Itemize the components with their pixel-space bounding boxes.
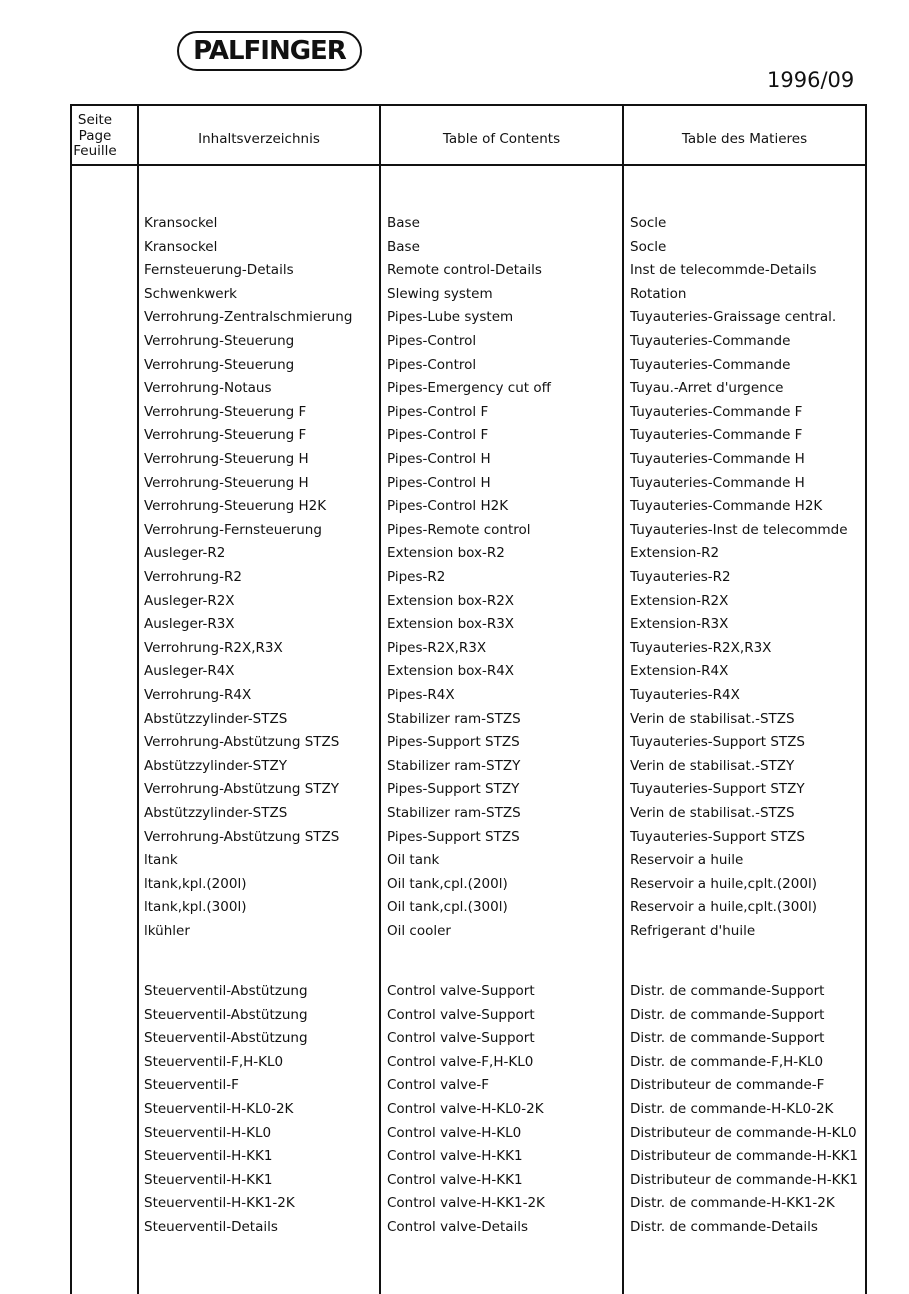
table-cell-de: Steuerventil-H-KL0-2K <box>144 1101 294 1117</box>
table-cell-fr: Tuyauteries-Commande F <box>630 427 803 444</box>
table-cell-de: Steuerventil-Abstützung <box>144 1030 308 1047</box>
table-cell-fr: Rotation <box>630 285 687 302</box>
table-cell-en: Pipes-Remote control <box>387 521 531 538</box>
document-date: 1996/09 <box>767 68 855 92</box>
table-cell-de: Fernsteuerung-Details <box>144 262 294 279</box>
table-cell-fr: Distributeur de commande-H-KK1 <box>630 1148 858 1165</box>
table-cell-de: Verrohrung-R2 <box>144 569 242 585</box>
table-cell-de: lkühler <box>144 923 190 939</box>
table-cell-de: Abstützzylinder-STZY <box>144 757 287 774</box>
table-cell-fr: Socle <box>630 238 667 255</box>
table-cell-fr: Distr. de commande-Support <box>630 1006 825 1023</box>
table-cell-en: Oil tank <box>387 852 440 869</box>
table-cell-de: Steuerventil-F,H-KL0 <box>144 1053 284 1070</box>
table-cell-de: Kransockel <box>144 215 218 231</box>
table-cell-en: Pipes-Lube system <box>387 309 514 326</box>
table-cell-de: ltank <box>144 852 178 869</box>
table-cell-de: Verrohrung-Steuerung H2K <box>144 498 327 515</box>
table-cell-en: Stabilizer ram-STZS <box>387 805 521 821</box>
table-cell-de: Steuerventil-H-KK1 <box>144 1171 273 1188</box>
table-cell-de: Steuerventil-Details <box>144 1219 278 1235</box>
table-cell-de: Verrohrung-Fernsteuerung <box>144 521 322 538</box>
table-cell-en: Stabilizer ram-STZY <box>387 757 521 774</box>
table-cell-de: Ausleger-R2 <box>144 545 226 562</box>
table-cell-en: Control valve-Support <box>387 983 535 999</box>
header-german: Inhaltsverzeichnis <box>198 131 320 147</box>
table-cell-fr: Distr. de commande-H-KK1-2K <box>630 1195 835 1212</box>
table-cell-en: Pipes-Emergency cut off <box>387 380 551 397</box>
header-divider <box>70 164 867 166</box>
table-cell-en: Pipes-Support STZS <box>387 734 520 751</box>
table-cell-en: Control valve-H-KK1-2K <box>387 1195 545 1212</box>
table-cell-en: Pipes-Control H2K <box>387 498 509 515</box>
table-cell-de: Steuerventil-F <box>144 1077 239 1094</box>
table-cell-de: Verrohrung-Steuerung F <box>144 427 307 444</box>
table-cell-fr: Distributeur de commande-H-KL0 <box>630 1124 857 1141</box>
table-cell-de: Verrohrung-Zentralschmierung <box>144 309 353 326</box>
table-cell-en: Extension box-R2 <box>387 545 505 562</box>
table-cell-fr: Distr. de commande-Details <box>630 1219 818 1235</box>
table-cell-de: Verrohrung-Steuerung H <box>144 451 309 467</box>
table-cell-fr: Tuyauteries-Commande H <box>630 451 805 467</box>
table-cell-fr: Tuyauteries-Commande H2K <box>630 498 823 515</box>
table-cell-fr: Tuyauteries-Graissage central. <box>630 309 837 326</box>
header-page-fr: Feuille <box>73 143 117 159</box>
table-cell-en: Extension box-R2X <box>387 592 515 609</box>
table-cell-en: Extension box-R4X <box>387 663 515 680</box>
table-cell-fr: Distributeur de commande-H-KK1 <box>630 1171 858 1188</box>
table-cell-fr: Extension-R2X <box>630 592 729 609</box>
table-cell-en: Pipes-Support STZY <box>387 781 520 798</box>
table-cell-en: Pipes-Control <box>387 333 477 349</box>
table-cell-en: Pipes-R2X,R3X <box>387 639 487 656</box>
table-cell-en: Pipes-Control H <box>387 474 491 491</box>
table-cell-en: Control valve-Details <box>387 1219 529 1235</box>
table-cell-en: Pipes-Support STZS <box>387 828 520 845</box>
header-page-column <box>72 113 118 160</box>
table-cell-fr: Tuyauteries-Inst de telecommde <box>630 521 848 538</box>
table-cell-de: Steuerventil-H-KK1 <box>144 1148 273 1165</box>
table-cell-en: Control valve-F <box>387 1077 490 1094</box>
table-cell-en: Pipes-Control H <box>387 451 491 467</box>
table-cell-en: Slewing system <box>387 285 493 302</box>
table-cell-fr: Distr. de commande-F,H-KL0 <box>630 1053 824 1070</box>
header-page-de: Seite <box>77 112 113 128</box>
table-cell-de: Verrohrung-Steuerung <box>144 333 295 349</box>
table-cell-en: Oil tank,cpl.(300l) <box>387 899 508 916</box>
table-cell-fr: Verin de stabilisat.-STZS <box>630 805 795 821</box>
table-cell-fr: Tuyauteries-R2X,R3X <box>630 639 772 656</box>
table-cell-fr: Distributeur de commande-F <box>630 1077 825 1094</box>
table-cell-en: Base <box>387 215 420 231</box>
column-divider <box>622 104 624 1294</box>
table-cell-de: Ausleger-R4X <box>144 663 235 680</box>
table-cell-en: Pipes-Control F <box>387 403 489 420</box>
table-cell-en: Control valve-Support <box>387 1006 535 1023</box>
table-cell-en: Base <box>387 238 420 255</box>
table-cell-fr: Extension-R4X <box>630 663 729 680</box>
table-cell-de: Verrohrung-Notaus <box>144 380 272 397</box>
table-cell-de: Abstützzylinder-STZS <box>144 805 288 821</box>
table-cell-en: Remote control-Details <box>387 262 542 279</box>
table-cell-de: Kransockel <box>144 238 218 255</box>
table-cell-fr: Tuyauteries-R4X <box>630 687 740 703</box>
table-cell-de: Verrohrung-Steuerung H <box>144 474 309 491</box>
table-cell-fr: Tuyauteries-Support STZS <box>630 734 805 751</box>
palfinger-logo: PALFINGER <box>177 31 362 71</box>
table-cell-fr: Reservoir a huile <box>630 852 744 869</box>
table-cell-de: Verrohrung-Steuerung F <box>144 403 307 420</box>
table-cell-en: Oil cooler <box>387 923 451 939</box>
table-cell-fr: Tuyauteries-R2 <box>630 569 731 585</box>
table-cell-en: Stabilizer ram-STZS <box>387 710 521 727</box>
table-cell-fr: Extension-R3X <box>630 616 729 633</box>
table-cell-fr: Socle <box>630 215 667 231</box>
table-cell-de: Ausleger-R3X <box>144 616 235 633</box>
table-cell-en: Pipes-Control <box>387 356 477 373</box>
table-cell-en: Control valve-H-KK1 <box>387 1171 523 1188</box>
table-cell-fr: Distr. de commande-H-KL0-2K <box>630 1101 834 1117</box>
table-cell-fr: Verin de stabilisat.-STZY <box>630 757 795 774</box>
table-cell-en: Control valve-Support <box>387 1030 535 1047</box>
header-french: Table des Matieres <box>681 131 808 147</box>
table-cell-de: Abstützzylinder-STZS <box>144 710 288 727</box>
table-cell-de: ltank,kpl.(300l) <box>144 899 247 916</box>
table-cell-de: Verrohrung-Abstützung STZY <box>144 781 340 798</box>
table-cell-de: Verrohrung-Abstützung STZS <box>144 734 340 751</box>
table-cell-fr: Tuyauteries-Support STZS <box>630 828 805 845</box>
table-cell-de: Schwenkwerk <box>144 285 237 302</box>
table-cell-en: Control valve-H-KL0 <box>387 1124 522 1141</box>
table-cell-en: Extension box-R3X <box>387 616 515 633</box>
table-cell-en: Control valve-H-KK1 <box>387 1148 523 1165</box>
table-cell-de: Steuerventil-H-KK1-2K <box>144 1195 295 1212</box>
table-cell-en: Pipes-Control F <box>387 427 489 444</box>
table-cell-en: Pipes-R4X <box>387 687 455 703</box>
table-cell-fr: Distr. de commande-Support <box>630 1030 825 1047</box>
table-cell-en: Oil tank,cpl.(200l) <box>387 875 508 892</box>
table-cell-de: Steuerventil-Abstützung <box>144 1006 308 1023</box>
table-cell-de: Verrohrung-R4X <box>144 687 252 703</box>
table-cell-fr: Tuyauteries-Commande <box>630 356 791 373</box>
table-cell-de: Steuerventil-H-KL0 <box>144 1124 272 1141</box>
table-cell-fr: Distr. de commande-Support <box>630 983 825 999</box>
table-cell-de: ltank,kpl.(200l) <box>144 875 247 892</box>
header-page-en: Page <box>78 127 112 144</box>
table-cell-fr: Verin de stabilisat.-STZS <box>630 710 795 727</box>
table-cell-de: Verrohrung-Abstützung STZS <box>144 828 340 845</box>
table-cell-de: Ausleger-R2X <box>144 592 235 609</box>
table-cell-de: Verrohrung-R2X,R3X <box>144 639 283 656</box>
table-cell-fr: Tuyauteries-Support STZY <box>630 781 805 798</box>
table-cell-fr: Refrigerant d'huile <box>630 923 756 939</box>
table-cell-fr: Reservoir a huile,cplt.(200l) <box>630 875 817 892</box>
table-cell-fr: Reservoir a huile,cplt.(300l) <box>630 899 817 916</box>
table-cell-fr: Extension-R2 <box>630 545 720 562</box>
table-cell-en: Control valve-F,H-KL0 <box>387 1053 534 1070</box>
table-cell-fr: Tuyauteries-Commande <box>630 333 791 349</box>
table-cell-fr: Inst de telecommde-Details <box>630 262 817 279</box>
table-cell-en: Control valve-H-KL0-2K <box>387 1101 544 1117</box>
column-divider <box>379 104 381 1294</box>
table-cell-fr: Tuyauteries-Commande F <box>630 403 803 420</box>
table-cell-en: Pipes-R2 <box>387 569 446 585</box>
table-cell-fr: Tuyauteries-Commande H <box>630 474 805 491</box>
header-english: Table of Contents <box>442 131 561 147</box>
table-cell-fr: Tuyau.-Arret d'urgence <box>630 380 784 397</box>
column-divider <box>137 104 139 1294</box>
table-cell-de: Verrohrung-Steuerung <box>144 356 295 373</box>
table-cell-de: Steuerventil-Abstützung <box>144 983 308 999</box>
